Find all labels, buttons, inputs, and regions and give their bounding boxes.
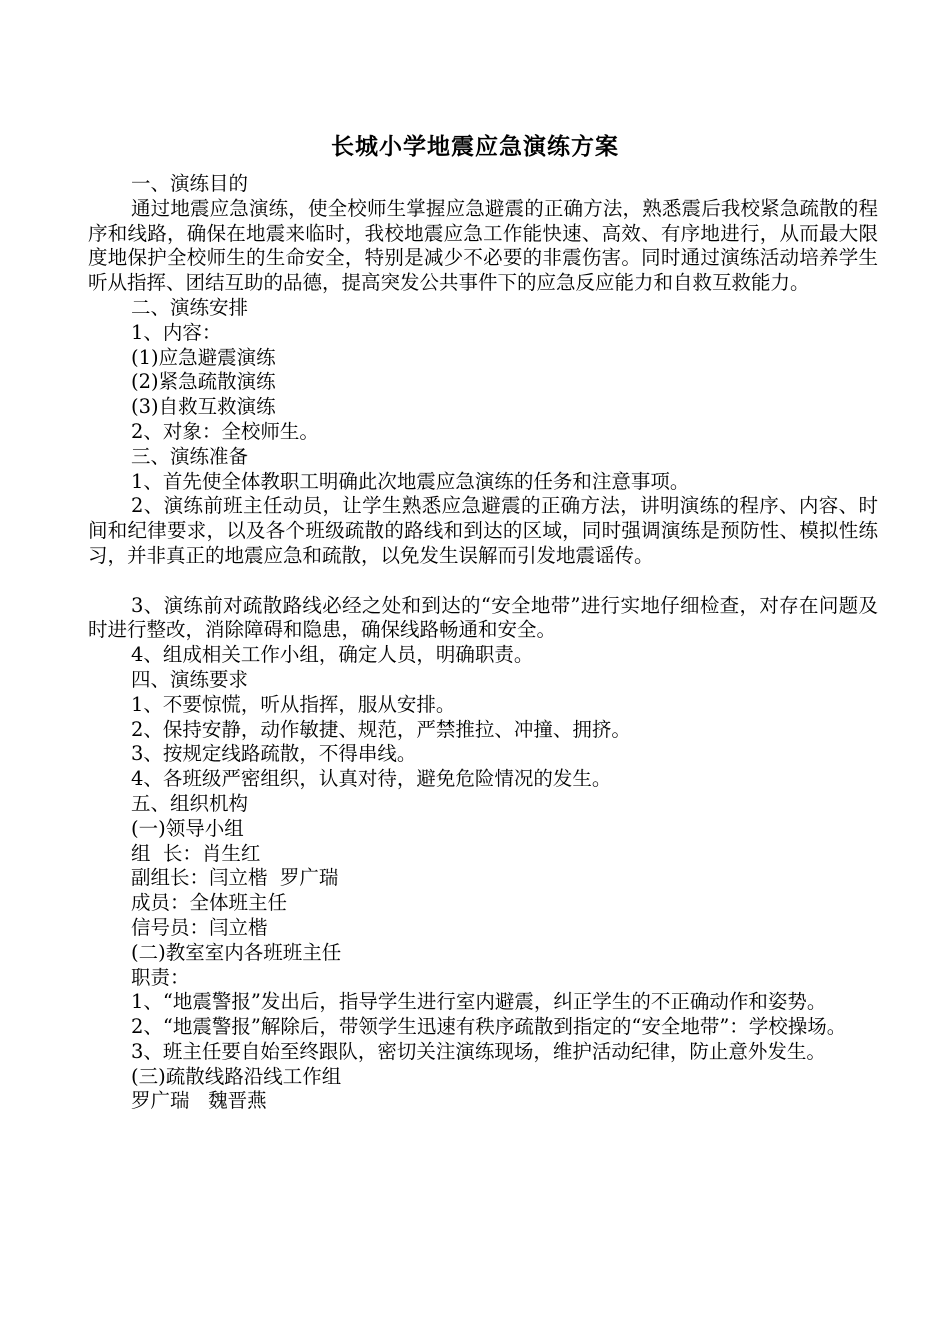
list-item: 1、“地震警报”发出后，指导学生进行室内避震，纠正学生的不正确动作和姿势。 bbox=[131, 990, 827, 1014]
roster-line: 成员：全体班主任 bbox=[131, 891, 288, 915]
section-heading: 二、演练安排 bbox=[131, 295, 249, 319]
roster-line: 罗广瑞 魏晋燕 bbox=[131, 1089, 267, 1113]
list-item: 3、按规定线路疏散，不得串线。 bbox=[131, 742, 417, 766]
roster-line: 信号员：闫立楷 bbox=[131, 915, 268, 939]
section-heading: 四、演练要求 bbox=[131, 667, 249, 691]
section-heading: 三、演练准备 bbox=[131, 444, 249, 468]
list-item: 4、组成相关工作小组，确定人员，明确职责。 bbox=[131, 643, 534, 667]
document-title: 长城小学地震应急演练方案 bbox=[331, 133, 619, 160]
list-item: 2、“地震警报”解除后，带领学生迅速有秩序疏散到指定的“安全地带”：学校操场。 bbox=[131, 1015, 847, 1039]
subsection-heading: (二)教室室内各班班主任 bbox=[131, 940, 342, 964]
list-item: 1、不要惊慌，听从指挥，服从安排。 bbox=[131, 692, 456, 716]
list-item: 2、保持安静，动作敏捷、规范，严禁推拉、冲撞、拥挤。 bbox=[131, 717, 631, 741]
paragraph: 通过地震应急演练，使全校师生掌握应急避震的正确方法，熟悉震后我校紧急疏散的程序和线路，确保在地震来临时，我校地震应急工作能快速、高效、有序地进行，从而最大限度地保护全校师生的生命安全，特别是减少不必要的非震伤害。同时通过演练活动培养学生听从指挥、团结互助的品德，提高突发公共事件下的应急反应能力和自救互救能力。 bbox=[88, 196, 878, 295]
list-item: 4、各班级严密组织，认真对待，避免危险情况的发生。 bbox=[131, 767, 612, 791]
roster-line: 副组长：闫立楷 罗广瑞 bbox=[131, 866, 339, 890]
section-heading: 一、演练目的 bbox=[131, 172, 249, 195]
list-item: 2、对象：全校师生。 bbox=[131, 419, 319, 443]
subsection-heading: (三)疏散线路沿线工作组 bbox=[131, 1064, 342, 1088]
subsection-heading: (一)领导小组 bbox=[131, 816, 244, 840]
list-item: (3)自救互救演练 bbox=[131, 395, 276, 419]
list-item: (2)紧急疏散演练 bbox=[131, 370, 276, 394]
list-item: 1、内容： bbox=[131, 320, 222, 344]
list-item: 1、首先使全体教职工明确此次地震应急演练的任务和注意事项。 bbox=[131, 469, 690, 493]
section-heading: 五、组织机构 bbox=[131, 791, 249, 815]
list-item: 3、班主任要自始至终跟队，密切关注演练现场，维护活动纪律，防止意外发生。 bbox=[131, 1039, 826, 1063]
list-item: 2、演练前班主任动员，让学生熟悉应急避震的正确方法，讲明演练的程序、内容、时间和纪律要求，以及各个班级疏散的路线和到达的区域，同时强调演练是预防性、模拟性练习，并非真正的地震应急和疏散，以免发生误解而引发地震谣传。 bbox=[88, 494, 878, 567]
document-body bbox=[88, 172, 878, 1114]
duties-label: 职责： bbox=[131, 965, 190, 989]
list-item: (1)应急避震演练 bbox=[131, 345, 276, 369]
list-item: 3、演练前对疏散路线必经之处和到达的“安全地带”进行实地仔细检查，对存在问题及时进行整改，消除障碍和隐患，确保线路畅通和安全。 bbox=[88, 593, 878, 642]
roster-line: 组 长：肖生红 bbox=[131, 841, 261, 865]
